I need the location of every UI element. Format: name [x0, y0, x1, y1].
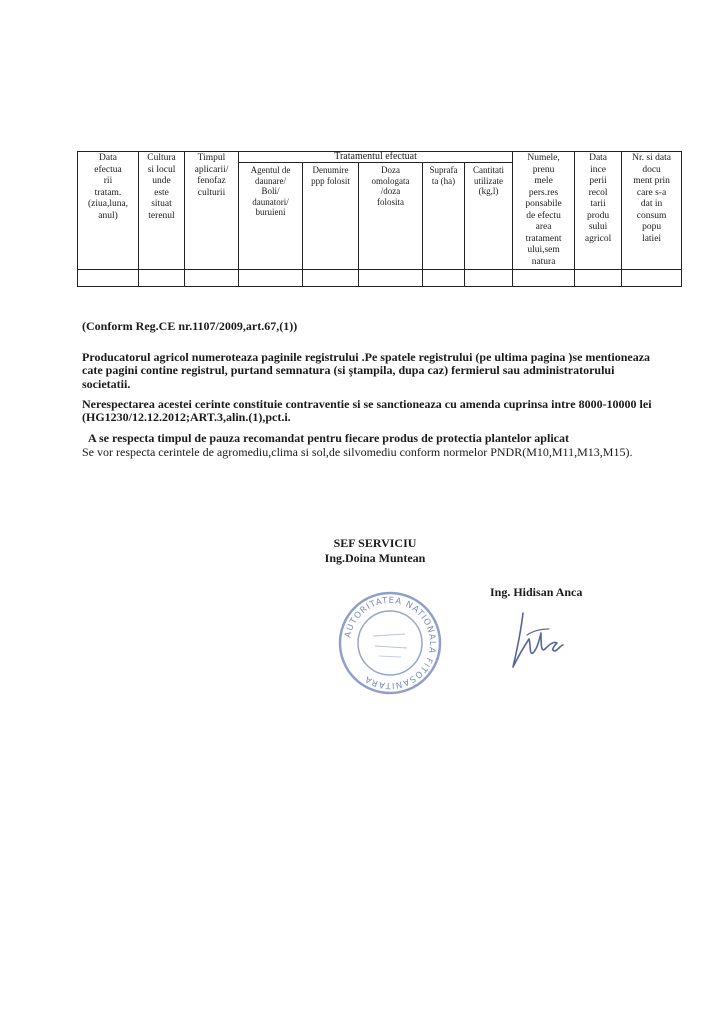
- regulation-reference: (Conform Reg.CE nr.1107/2009,art.67,(1)): [82, 319, 298, 333]
- header-cantitati: Cantitati utilizate (kg,l): [465, 163, 513, 270]
- handwritten-signature-icon: [505, 605, 565, 675]
- official-stamp-icon: [335, 588, 445, 698]
- treatment-register-table: [77, 151, 682, 287]
- header-timpul: Timpul aplicarii/ fenofaz culturii: [185, 152, 239, 270]
- header-data-efectuarii: Data efectua rii tratam. (ziua,luna, anul): [78, 152, 139, 270]
- header-denumire: Denumire ppp folosit: [303, 163, 359, 270]
- table-row: [78, 270, 682, 287]
- header-tratament-group: Tratamentul efectuat: [239, 152, 513, 163]
- header-data-inceperii: Data ince perii recol tarii produ sului agricol: [575, 152, 622, 270]
- header-doza: Doza omologata /doza folosita: [359, 163, 423, 270]
- sef-title: SEF SERVICIU: [333, 536, 417, 550]
- paragraph-agro-environment: Se vor respecta cerintele de agromediu,clima si sol,de silvomediu conform normelor PNDR(M10,M11,M13,M15).: [82, 445, 633, 459]
- header-agentul: Agentul de daunare/ Boli/ daunatori/ buruieni: [239, 163, 303, 270]
- paragraph-pause-time: A se respecta timpul de pauza recomandat pentru fiecare produs de protectia plantelor aplicat: [88, 431, 569, 445]
- header-nr-data: Nr. si data docu ment prin care s-a dat in consum popu latiei: [622, 152, 682, 270]
- header-cultura: Cultura si locul unde este situat terenul: [139, 152, 185, 270]
- signature-name-hidisan: Ing. Hidisan Anca: [490, 585, 583, 599]
- signature-block-sef: [300, 536, 450, 566]
- header-numele: Numele, prenu mele pers.res ponsabile de efectu area tratament ului,sem natura: [513, 152, 575, 270]
- svg-text:AUTORITATEA NATIONALA FITOSANI: AUTORITATEA NATIONALA FITOSANITARA: [343, 595, 438, 691]
- paragraph-numbering: Producatorul agricol numeroteaza paginile registrului .Pe spatele registrului (pe ultima pagina )se mentioneaza cate pagini contine registrul, purtand semnatura (si ştampila, dupa caz) fermierul sau administratorului societatii.: [82, 350, 651, 391]
- paragraph-penalty: Nerespectarea acestei cerinte constituie contraventie si se sanctioneaza cu amenda cuprinsa intre 8000-10000 lei (HG1230/12.12.2012;ART.3,alin.(1),pct.i.: [82, 397, 652, 425]
- sef-name: Ing.Doina Muntean: [324, 551, 426, 565]
- header-suprafata: Suprafa ta (ha): [423, 163, 465, 270]
